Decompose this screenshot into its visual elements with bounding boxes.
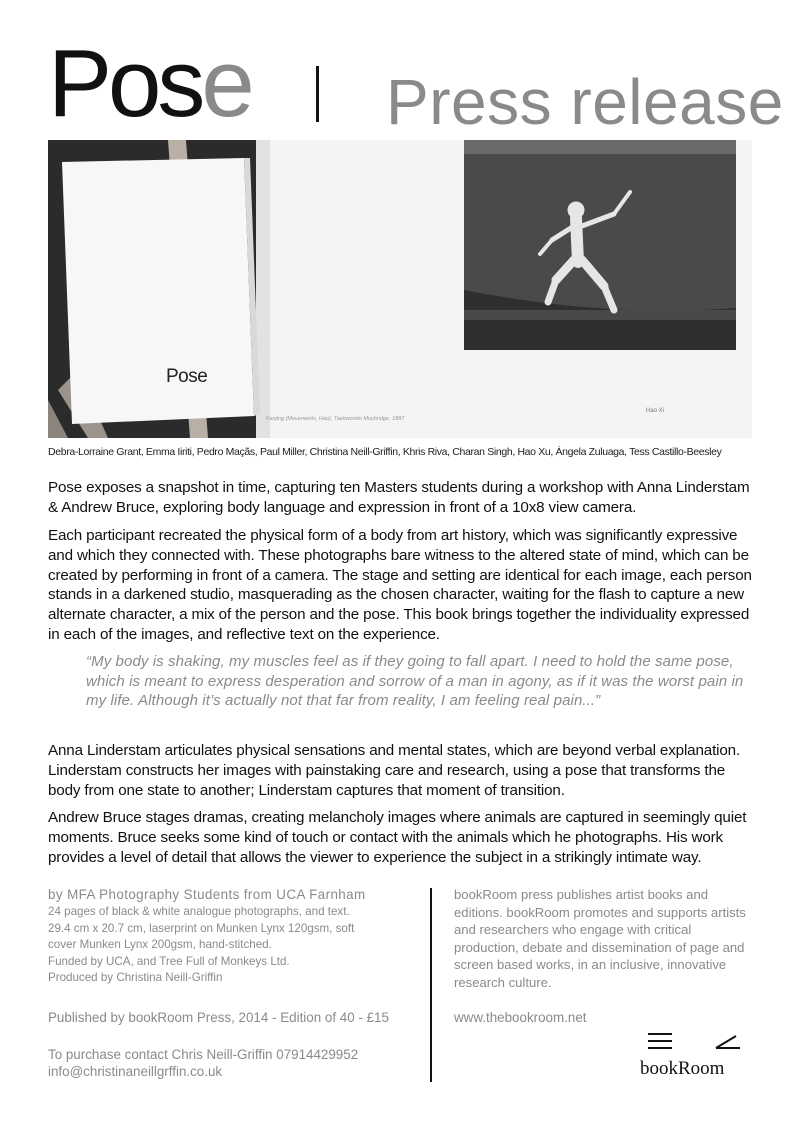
book-cover-title: Pose: [166, 366, 208, 387]
footer-divider: [430, 888, 432, 1082]
dancer-photograph: [464, 140, 736, 350]
publisher-line: Published by bookRoom Press, 2014 - Edition of 40 - £15: [48, 1010, 389, 1025]
photo-caption-line: Fanjing (Movements, Hao), Taekwondo Muybridge, 1887: [266, 416, 405, 422]
details-line-2: 29.4 cm x 20.7 cm, laserprint on Munken Lynx 120gsm, soft: [48, 921, 355, 935]
details-line-1: 24 pages of black & white analogue photographs, and text.: [48, 905, 350, 918]
hero-photo: [48, 140, 752, 438]
purchase-contact: [48, 1046, 358, 1080]
intro-paragraph: Pose exposes a snapshot in time, capturing ten Masters students during a workshop with Anna Linderstam & Andrew Bruce, exploring body language and expression in front of a 10x8 view camera.: [48, 479, 750, 516]
details-line-3: cover Munken Lynx 200gsm, hand-stitched.: [48, 938, 272, 951]
bookroom-logo-text: bookRoom: [640, 1058, 725, 1079]
bruce-paragraph: Andrew Bruce stages dramas, creating melancholy images where animals are captured in seemingly quiet moments. Bruce seeks some kind of touch or contact with the animals which he photographs. His work provides a level of detail that allows the viewer to experience the subject in a strikingly intimate way.: [48, 809, 747, 866]
website-link[interactable]: www.thebookroom.net: [454, 1010, 587, 1025]
description-paragraph: Each participant recreated the physical form of a body from art history, which was significantly expressive and which they connected with. These photographs bare witness to the altered state of mind, which can be created by performing in front of a camera. The stage and setting are identical for each image, each person stands in a darkened studio, masquerading as the chosen character, waiting for the flash to capture a new alternate character, a mix of the person and the pose. This book brings together the individuality expressed in each of the images, and reflective text on the experience.: [48, 527, 752, 643]
publication-details: [48, 886, 418, 987]
funding-line: Funded by UCA, and Tree Full of Monkeys Ltd.: [48, 954, 290, 968]
title-separator: [316, 66, 319, 122]
book-cover: [62, 158, 260, 424]
participant-credits: Debra-Lorraine Grant, Emma Iiriti, Pedro Maçãs, Paul Miller, Christina Neill-Griffin, Khris Riva, Charan Singh, Hao Xu, Ángela Zuluaga, Tess Castillo-Beesley: [48, 446, 722, 458]
linderstam-paragraph: Anna Linderstam articulates physical sensations and mental states, which are beyond verbal explanation. Linderstam constructs her images with painstaking care and research, using a pose that transforms the body from one state to another; Linderstam captures that moment of transition.: [48, 742, 741, 799]
bookroom-about: bookRoom press publishes artist books and editions. bookRoom promotes and supports artists and researchers who engage with critical production, debate and dissemination of page and screen based works, in an inclusive, innovative research culture.: [454, 887, 746, 990]
bookroom-logo: [640, 1028, 750, 1082]
purchase-email[interactable]: info@christinaneillgrffin.co.uk: [48, 1064, 223, 1079]
title-pose: Pose: [48, 30, 251, 137]
bookroom-logo-icon: [640, 1028, 750, 1058]
purchase-phone: To purchase contact Chris Neill-Griffin 07914429952: [48, 1047, 359, 1062]
producer-line: Produced by Christina Neill-Griffin: [48, 971, 223, 984]
byline: by MFA Photography Students from UCA Farnham: [48, 887, 366, 902]
book-spread-illustration: [48, 140, 752, 438]
title-press-release: Press release: [386, 66, 784, 138]
participant-quote: “My body is shaking, my muscles feel as if they going to fall apart. I need to hold the same pose, which is meant to express desperation and sorrow of a man in agony, as if it was the worst pain in my life. Although it’s actually not that far from reality, I am feeling real pain...”: [86, 653, 744, 709]
photo-caption-name: Hao Xi: [646, 408, 665, 414]
